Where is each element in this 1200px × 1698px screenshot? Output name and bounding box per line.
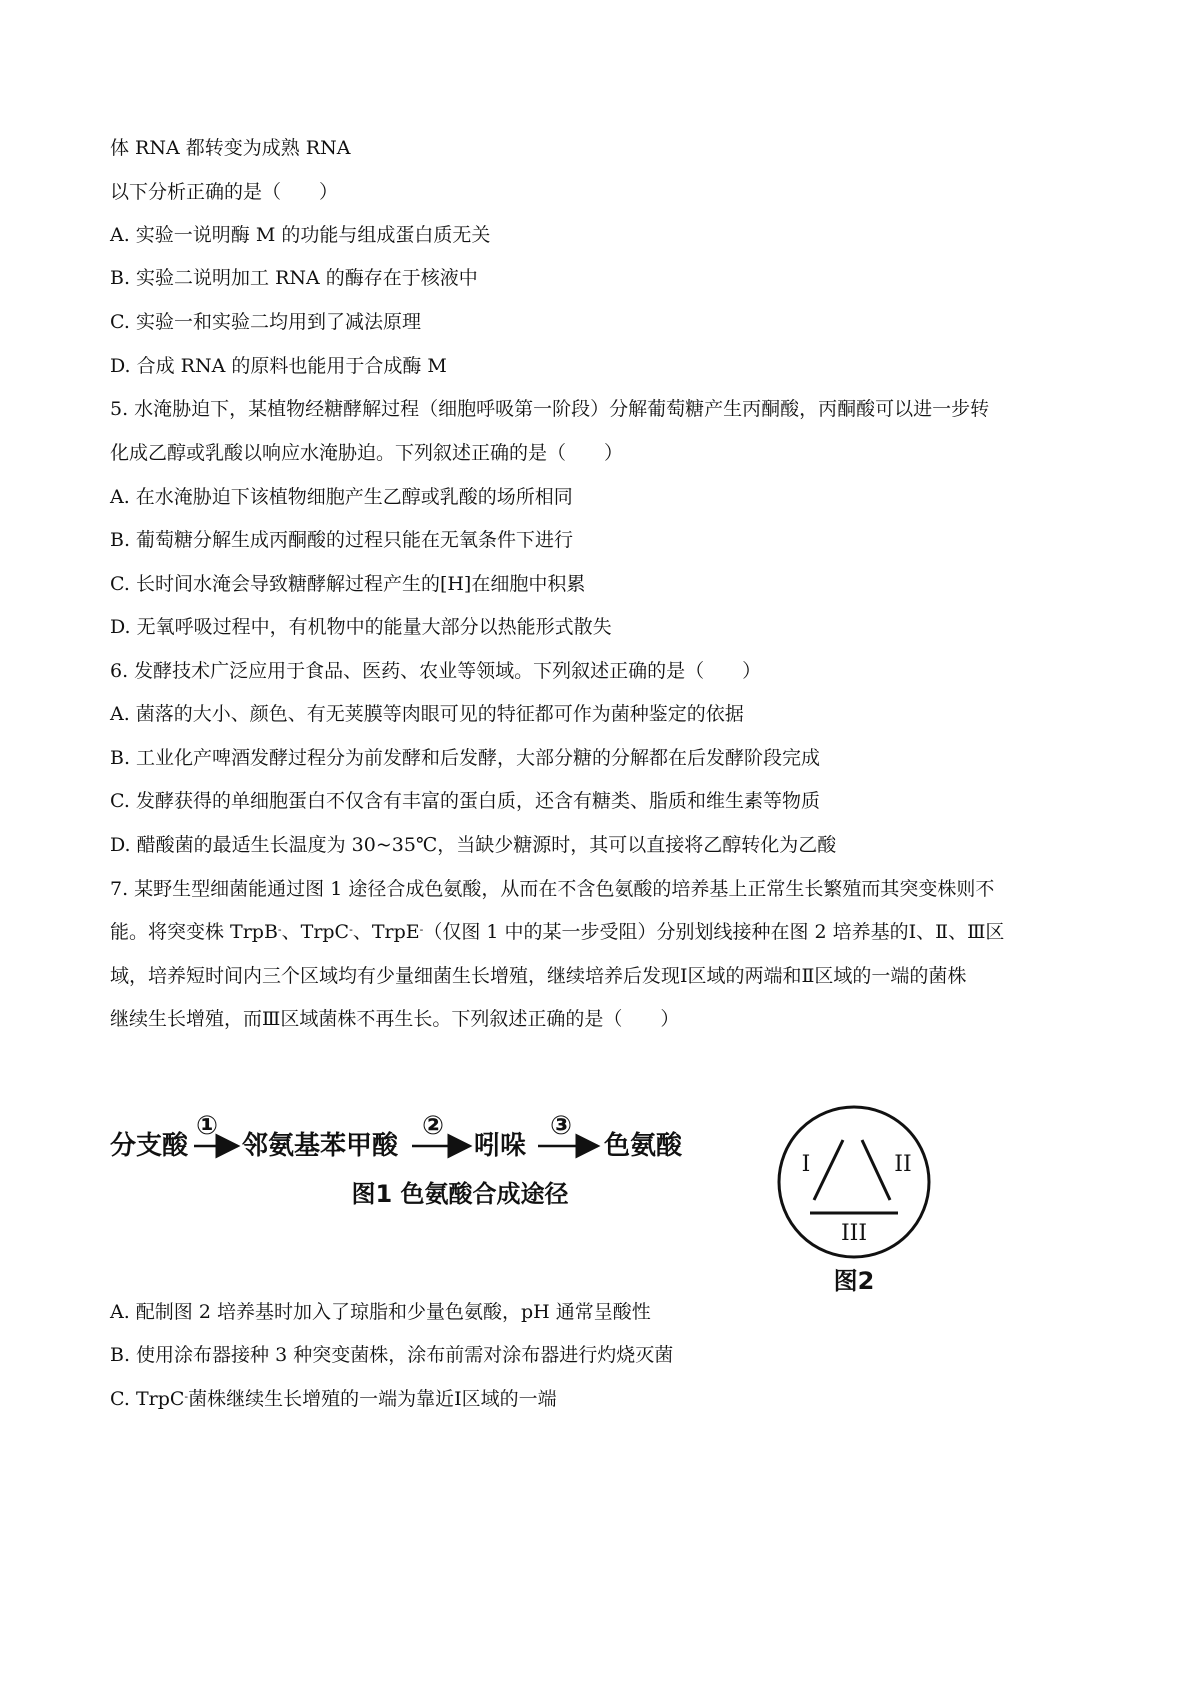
q7-text-part: 、TrpE (352, 921, 420, 943)
question-prompt: 以下分析正确的是（ ） (110, 181, 339, 203)
streak-region-i (814, 1140, 843, 1200)
superscript-minus: - (277, 923, 282, 936)
superscript-minus: - (349, 923, 353, 936)
question-7-stem-line4: 继续生长增殖，而Ⅲ区域菌株不再生长。下列叙述正确的是（ ） (110, 1008, 680, 1030)
question-6-stem: 6. 发酵技术广泛应用于食品、医药、农业等领域。下列叙述正确的是（ ） (110, 660, 762, 682)
q6-option-c: C. 发酵获得的单细胞蛋白不仅含有丰富的蛋白质，还含有糖类、脂质和维生素等物质 (110, 790, 820, 812)
pathway-node-anthranilate: 邻氨基苯甲酸 (242, 1131, 399, 1161)
pathway-node-chorismate: 分支酸 (110, 1131, 189, 1161)
question-7-stem-line3: 域，培养短时间内三个区域均有少量细菌生长增殖，继续培养后发现Ⅰ区域的两端和Ⅱ区域的一端的菌株 (110, 965, 967, 987)
region-label-iii: III (840, 1221, 868, 1246)
superscript-minus: - (419, 923, 424, 936)
pathway-node-indole: 吲哚 (474, 1131, 527, 1161)
option-c: C. 实验一和实验二均用到了减法原理 (110, 311, 421, 333)
q7-option-c-part: C. TrpC (110, 1388, 185, 1410)
figure-1-caption: 图1 色氨酸合成途径 (351, 1180, 569, 1208)
step-2-label: ② (422, 1111, 445, 1141)
q5-option-a: A. 在水淹胁迫下该植物细胞产生乙醇或乳酸的场所相同 (110, 486, 573, 508)
option-a: A. 实验一说明酶 M 的功能与组成蛋白质无关 (110, 224, 491, 246)
text-line: 体 RNA 都转变为成熟 RNA (110, 137, 351, 159)
q6-option-a: A. 菌落的大小、颜色、有无荚膜等肉眼可见的特征都可作为菌种鉴定的依据 (110, 703, 744, 725)
q7-option-c (110, 1387, 557, 1411)
region-label-ii: II (894, 1152, 912, 1177)
q7-option-c-part: 菌株继续生长增殖的一端为靠近Ⅰ区域的一端 (188, 1388, 557, 1410)
question-7-stem-line2 (110, 920, 1004, 944)
q7-text-part: 能。将突变株 TrpB (110, 921, 278, 943)
option-d: D. 合成 RNA 的原料也能用于合成酶 M (110, 355, 447, 377)
q7-text-part: 、TrpC (281, 921, 350, 943)
region-label-i: I (801, 1152, 811, 1177)
figure-2-caption: 图2 (833, 1267, 875, 1295)
question-5-stem-line1: 5. 水淹胁迫下，某植物经糖酵解过程（细胞呼吸第一阶段）分解葡萄糖产生丙酮酸，丙酮酸可以进一步转 (110, 398, 990, 420)
question-5-stem-line2: 化成乙醇或乳酸以响应水淹胁迫。下列叙述正确的是（ ） (110, 442, 624, 464)
superscript-minus: - (184, 1390, 189, 1403)
q6-option-d: D. 醋酸菌的最适生长温度为 30~35℃，当缺少糖源时，其可以直接将乙醇转化为乙酸 (110, 834, 837, 856)
q5-option-c: C. 长时间水淹会导致糖酵解过程产生的[H]在细胞中积累 (110, 573, 586, 595)
step-1-label: ① (196, 1111, 219, 1141)
step-3-label: ③ (550, 1111, 573, 1141)
q7-option-b: B. 使用涂布器接种 3 种突变菌株，涂布前需对涂布器进行灼烧灭菌 (110, 1344, 674, 1366)
q5-option-d: D. 无氧呼吸过程中，有机物中的能量大部分以热能形式散失 (110, 616, 612, 638)
q5-option-b: B. 葡萄糖分解生成丙酮酸的过程只能在无氧条件下进行 (110, 529, 574, 551)
q7-text-part: （仅图 1 中的某一步受阻）分别划线接种在图 2 培养基的Ⅰ、Ⅱ、Ⅲ区 (423, 921, 1005, 943)
option-b: B. 实验二说明加工 RNA 的酶存在于核液中 (110, 267, 478, 289)
streak-region-ii (862, 1140, 890, 1200)
q7-option-a: A. 配制图 2 培养基时加入了琼脂和少量色氨酸，pH 通常呈酸性 (110, 1301, 651, 1323)
question-7-stem-line1: 7. 某野生型细菌能通过图 1 途径合成色氨酸，从而在不含色氨酸的培养基上正常生长繁殖而其突变株则不 (110, 878, 995, 900)
q6-option-b: B. 工业化产啤酒发酵过程分为前发酵和后发酵，大部分糖的分解都在后发酵阶段完成 (110, 747, 821, 769)
pathway-node-tryptophan: 色氨酸 (604, 1131, 683, 1161)
